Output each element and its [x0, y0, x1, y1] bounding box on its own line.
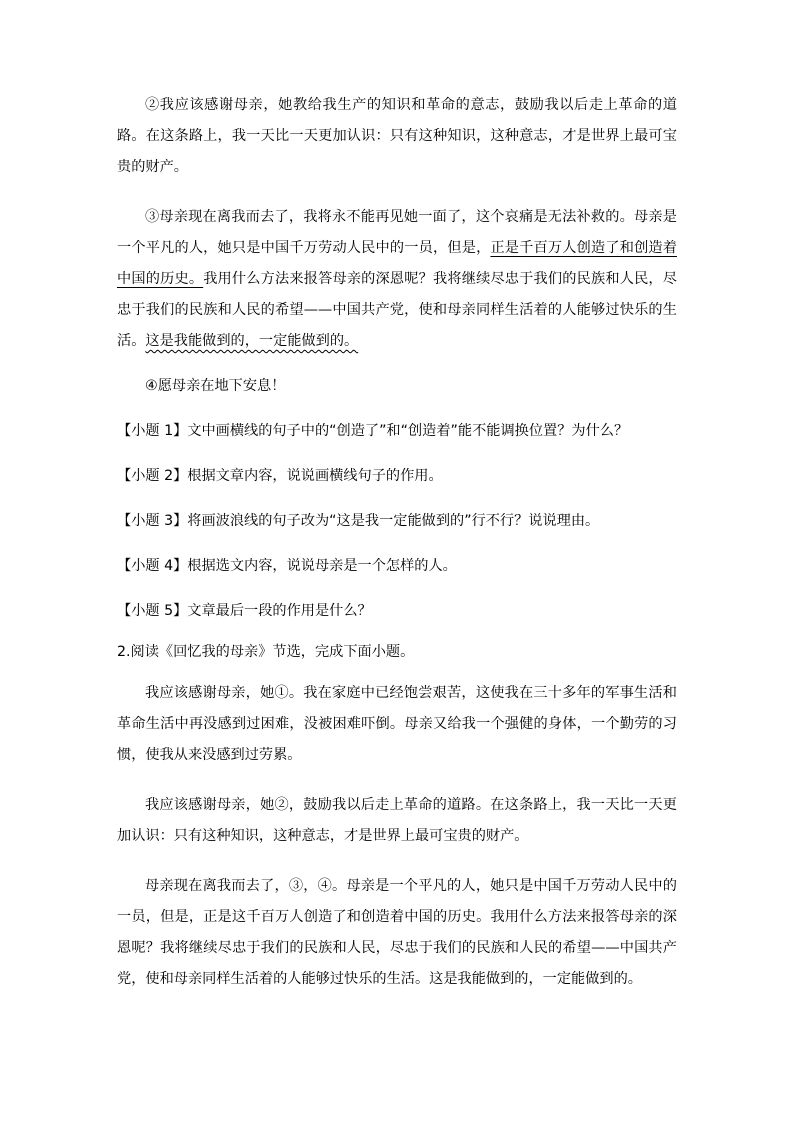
question-1: 【小题 1】文中画横线的句子中的“创造了”和“创造着”能不能调换位置？为什么？ — [117, 423, 629, 439]
section-2-paragraph-1: 我应该感谢母亲，她①。我在家庭中已经饱尝艰苦，这使我在三十多年的军事生活和革命生活中再没感到过困难，没被困难吓倒。母亲又给我一个强健的身体，一个勤劳的习惯，使我从来没感到过劳累。 — [117, 685, 677, 763]
question-2: 【小题 2】根据文章内容，说说画横线句子的作用。 — [117, 468, 443, 484]
section-2-heading: 2.阅读《回忆我的母亲》节选，完成下面小题。 — [117, 644, 415, 660]
question-3: 【小题 3】将画波浪线的句子改为“这是我一定能做到的”行不行？说说理由。 — [117, 513, 600, 529]
section-2-paragraph-2: 我应该感谢母亲，她②，鼓励我以后走上革命的道路。在这条路上，我一天比一天更加认识：只有这种知识，这种意志，才是世界上最可宝贵的财产。 — [117, 797, 677, 844]
underlined-sentence: 正是千百万人创造了和创造着中国的历史。 — [117, 240, 677, 287]
question-5: 【小题 5】文章最后一段的作用是什么？ — [117, 603, 372, 619]
passage-paragraph-4: ④愿母亲在地下安息！ — [145, 378, 286, 394]
section-2-paragraph-3: 母亲现在离我而去了，③，④。母亲是一个平凡的人，她只是中国千万劳动人民中的一员，但是，正是这千百万人创造了和创造着中国的历史。我用什么方法来报答母亲的深恩呢？我将继续尽忠于我们的民族和人民，尽忠于我们的民族和人民的希望——中国共产党，使和母亲同样生活着的人能够过快乐的生活。这是我能做到的，一定能做到的。 — [117, 878, 677, 987]
question-4: 【小题 4】根据选文内容，说说母亲是一个怎样的人。 — [117, 558, 457, 574]
passage-paragraph-3-text: ③母亲现在离我而去了，我将永不能再见她一面了，这个哀痛是无法补救的。母亲是一个平凡的人，她只是中国千万劳动人民中的一员，但是， — [117, 209, 677, 256]
wavy-underlined-sentence: 这是我能做到的，一定能做到的。 — [145, 333, 359, 349]
passage-paragraph-2: ②我应该感谢母亲，她教给我生产的知识和革命的意志，鼓励我以后走上革命的道路。在这条路上，我一天比一天更加认识：只有这种知识，这种意志，才是世界上最可宝贵的财产。 — [117, 97, 677, 175]
passage-paragraph-3 — [117, 202, 677, 357]
passage-paragraph-3-middle: 我用什么方法来报答母亲的深恩呢？我将继续尽忠于我们的民族和人民，尽忠于我们的民族和人民的希望——中国共产党，使和母亲同样生活着的人能够过快乐的生活。 — [117, 271, 677, 349]
document-page — [117, 90, 677, 995]
